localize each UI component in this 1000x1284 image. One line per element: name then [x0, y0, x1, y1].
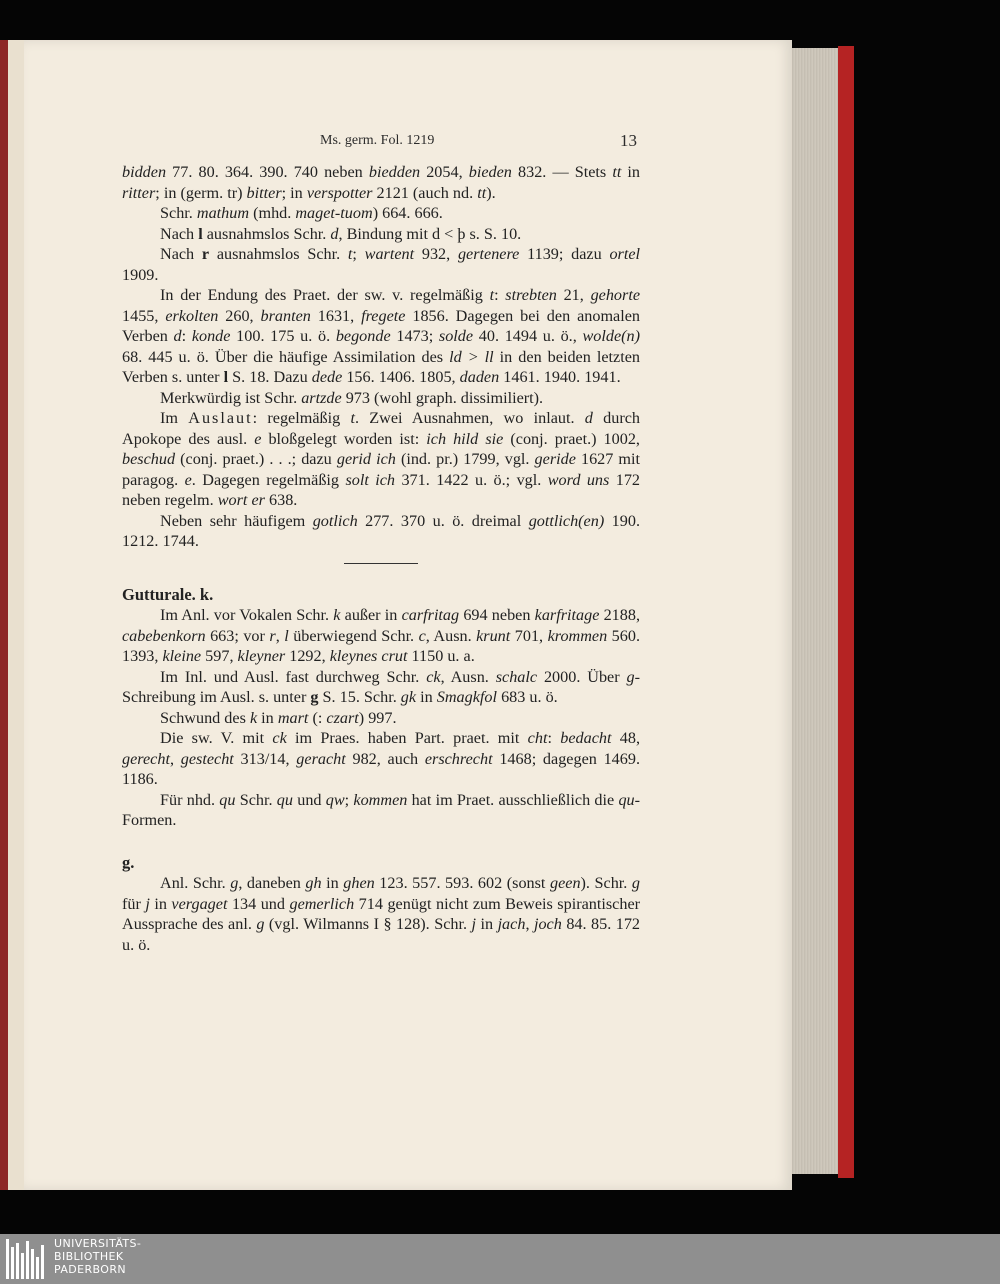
- book-page: [24, 40, 792, 1190]
- paragraph-1: bidden 77. 80. 364. 390. 740 neben biedden 2054, bieden 832. — Stets tt in ritter; in (germ. tr) bitter; in verspotter 2121 (auch nd. tt).: [122, 163, 641, 202]
- paragraph-14: Anl. Schr. g, daneben gh in ghen 123. 557. 593. 602 (sonst geen). Schr. g für j in vergaget 134 und gemerlich 714 genügt nicht zum Beweis spirantischer Aussprache des anl. g (vgl. Wilmanns I § 128). Schr. j in jach, joch 84. 85. 172 u. ö.: [122, 874, 641, 954]
- running-title: Ms. germ. Fol. 1219: [320, 133, 435, 148]
- paragraph-12: Die sw. V. mit ck im Praes. haben Part. praet. mit cht: bedacht 48, gerecht, gestecht 313/14, geracht 982, auch erschrecht 1468; dagegen 1469. 1186.: [122, 729, 641, 788]
- library-logo-text: UNIVERSITÄTS- BIBLIOTHEK PADERBORN: [54, 1237, 142, 1276]
- body-text: [122, 162, 640, 955]
- library-logo-icon: [6, 1239, 46, 1279]
- paragraph-10: Im Inl. und Ausl. fast durchweg Schr. ck, Ausn. schalc 2000. Über g-Schreibung im Ausl. s. unter g S. 15. Schr. gk in Smagkfol 683 u. ö.: [122, 667, 640, 706]
- paragraph-11: Schwund des k in mart (: czart) 997.: [160, 708, 397, 727]
- paragraph-9: Im Anl. vor Vokalen Schr. k außer in carfritag 694 neben karfritage 2188, cabebenkorn 663; vor r, l überwiegend Schr. c, Ausn. krunt 701, krommen 560. 1393, kleine 597, kleyner 1292, kleynes crut 1150 u. a.: [122, 606, 641, 665]
- paragraph-5: In der Endung des Praet. der sw. v. regelmäßig t: strebten 21, gehorte 1455, erkolten 260, branten 1631, fregete 1856. Dagegen bei den anomalen Verben d: konde 100. 175 u. ö. begonde 1473; solde 40. 1494 u. ö., wolde(n) 68. 445 u. ö. Über die häufige Assimilation des ld > ll in den beiden letzten Verben s. unter l S. 18. Dazu dede 156. 1406. 1805, daden 1461. 1940. 1941.: [122, 286, 641, 386]
- paragraph-6: Merkwürdig ist Schr. artzde 973 (wohl graph. dissimiliert).: [160, 388, 544, 407]
- section-divider: [344, 563, 418, 564]
- page-header: [24, 131, 792, 155]
- right-cover-edge: [838, 46, 854, 1178]
- paragraph-7: Im Auslaut: regelmäßig t. Zwei Ausnahmen, wo inlaut. d durch Apokope des ausl. e bloßgelegt worden ist: ich hild sie (conj. praet.) 1002, beschud (conj. praet.) . . .; dazu gerid ich (ind. pr.) 1799, vgl. geride 1627 mit paragog. e. Dagegen regelmäßig solt ich 371. 1422 u. ö.; vgl. word uns 172 neben regelm. wort er 638.: [122, 409, 641, 509]
- section-heading-g: g.: [122, 852, 135, 872]
- paragraph-13: Für nhd. qu Schr. qu und qw; kommen hat im Praet. ausschließlich die qu-Formen.: [122, 790, 641, 829]
- paragraph-4: Nach r ausnahmslos Schr. t; wartent 932, gertenere 1139; dazu ortel 1909.: [122, 245, 641, 284]
- paragraph-8: Neben sehr häufigem gotlich 277. 370 u. ö. dreimal gottlich(en) 190. 1212. 1744.: [122, 511, 640, 550]
- page-number: 13: [620, 131, 637, 150]
- paragraph-2: Schr. mathum (mhd. maget-tuom) 664. 666.: [160, 204, 443, 222]
- paragraph-3: Nach l ausnahmslos Schr. d, Bindung mit d < þ s. S. 10.: [160, 224, 522, 243]
- library-footer: [0, 1234, 1000, 1284]
- section-heading-gutturale: Gutturale. k.: [122, 584, 214, 604]
- left-cover-edge: [0, 40, 8, 1190]
